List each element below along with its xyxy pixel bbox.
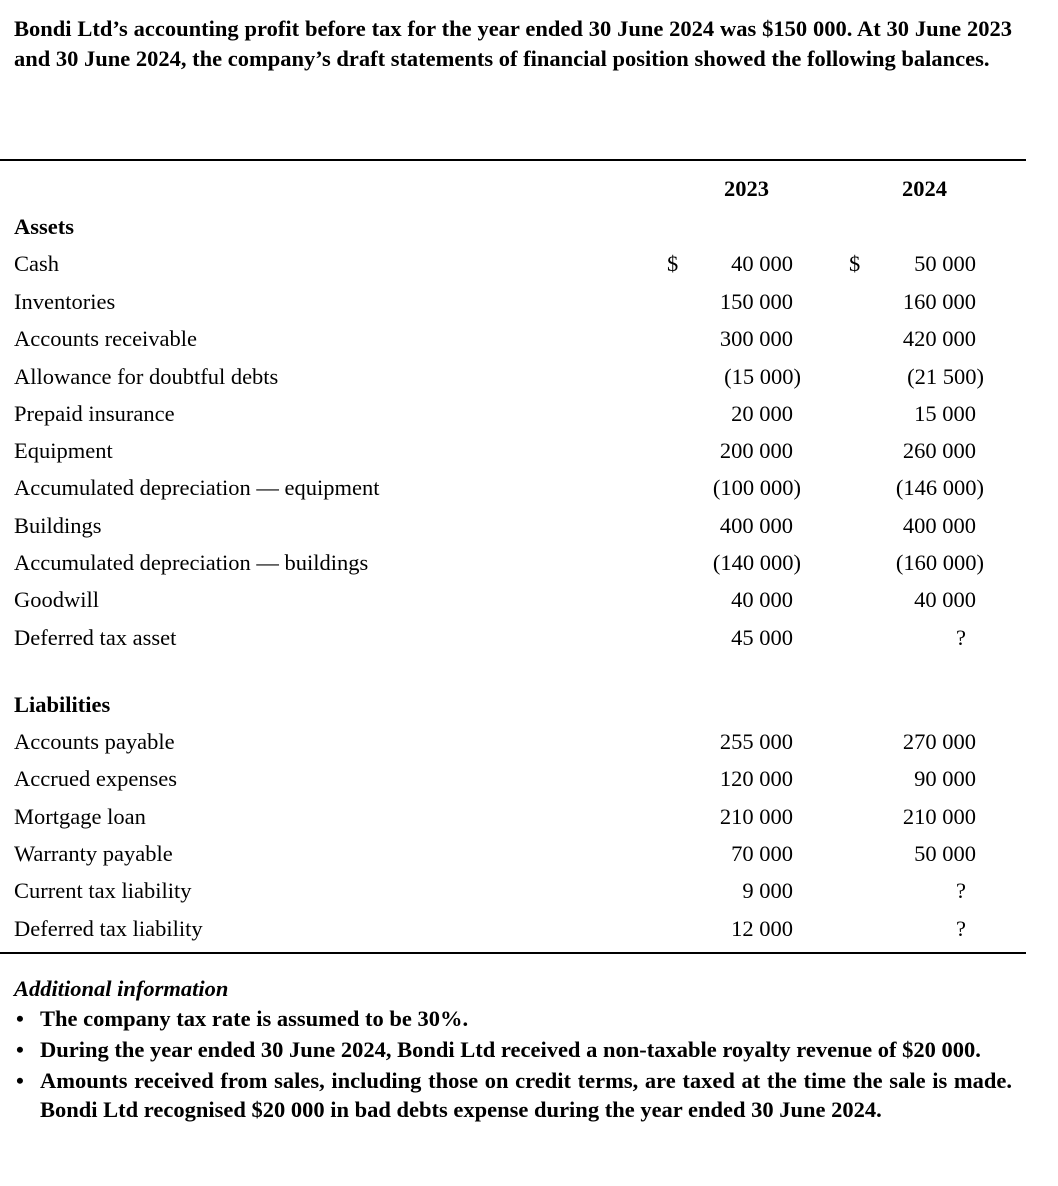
list-item-text: The company tax rate is assumed to be 30%. [40,1006,469,1031]
assets-heading: Assets [14,214,74,239]
value-2023: (100 000) [712,475,801,500]
row-label: Goodwill [14,587,100,612]
list-item-text: During the year ended 30 June 2024, Bondi Ltd received a non-taxable royalty revenue of $20 000. [40,1037,981,1062]
value-2023: 9 000 [742,878,793,903]
table-row [0,249,1058,279]
list-item-text: Amounts received from sales, including those on credit terms, are taxed at the time the sale is made. Bondi Ltd recognised $20 000 in bad debts expense during the year ended 30 June 2024. [40,1068,1012,1122]
row-label: Accrued expenses [14,766,178,791]
value-2023: 400 000 [719,513,793,538]
value-2023: 20 000 [731,401,793,426]
value-2024: (160 000) [895,550,984,575]
value-2024: 270 000 [902,729,976,754]
row-label: Mortgage loan [14,804,146,829]
intro-paragraph: Bondi Ltd’s accounting profit before tax for the year ended 30 June 2024 was $150 000. At 30 June 2023 and 30 June 2024, the company’s draft statements of financial position showed the following balances. [14,16,1012,71]
bullet-icon: • [16,1068,24,1093]
assets-heading-row [0,212,1058,242]
value-2023: 255 000 [719,729,793,754]
value-2023: 40 000 [731,587,793,612]
table-row [0,511,1058,541]
value-2024: 50 000 [914,841,976,866]
value-2023: 200 000 [719,438,793,463]
value-2023: (140 000) [712,550,801,575]
value-2023: 12 000 [731,916,793,941]
row-label: Allowance for doubtful debts [14,364,279,389]
row-label: Deferred tax asset [14,625,177,650]
liabilities-heading-row [0,690,1058,720]
table-row [0,623,1058,653]
table-row [0,839,1058,869]
table-bottom-rule [0,952,1026,954]
value-2023: 300 000 [719,326,793,351]
row-label: Warranty payable [14,841,173,866]
value-2023: 45 000 [731,625,793,650]
table-row [0,399,1058,429]
table-row [0,473,1058,503]
table-row [0,914,1058,944]
value-2023: 120 000 [719,766,793,791]
table-top-rule [0,159,1026,161]
table-row [0,585,1058,615]
row-label: Current tax liability [14,878,192,903]
value-2024: 400 000 [902,513,976,538]
table-row [0,764,1058,794]
value-2023: 70 000 [731,841,793,866]
table-row [0,324,1058,354]
row-label: Buildings [14,513,102,538]
additional-info-list [14,1004,1012,1126]
table-row [0,436,1058,466]
row-label: Cash [14,251,59,276]
value-2024: 15 000 [914,401,976,426]
table-row [0,287,1058,317]
value-2024: 160 000 [902,289,976,314]
table-row [0,727,1058,757]
table-row [0,876,1058,906]
value-2024: 50 000 [914,251,976,276]
list-item [14,1035,1012,1064]
value-2024: ? [956,916,966,941]
column-header-2023: 2023 [724,176,769,201]
list-item [14,1004,1012,1033]
currency-symbol-2024: $ [849,251,861,276]
value-2024: 40 000 [914,587,976,612]
value-2024: 420 000 [902,326,976,351]
currency-symbol-2023: $ [667,251,679,276]
row-label: Accounts payable [14,729,175,754]
value-2024: (146 000) [895,475,984,500]
column-header-2024: 2024 [902,176,947,201]
row-label: Inventories [14,289,116,314]
value-2024: ? [956,625,966,650]
value-2023: 40 000 [731,251,793,276]
value-2024: ? [956,878,966,903]
row-label: Prepaid insurance [14,401,175,426]
table-row [0,548,1058,578]
bullet-icon: • [16,1037,24,1062]
liabilities-heading: Liabilities [14,692,111,717]
row-label: Deferred tax liability [14,916,203,941]
value-2023: (15 000) [724,364,801,389]
additional-info-heading: Additional information [14,976,229,1001]
row-label: Accumulated depreciation — buildings [14,550,369,575]
value-2024: 90 000 [914,766,976,791]
value-2024: 260 000 [902,438,976,463]
row-label: Equipment [14,438,113,463]
row-label: Accounts receivable [14,326,198,351]
value-2024: 210 000 [902,804,976,829]
value-2023: 210 000 [719,804,793,829]
list-item [14,1066,1012,1124]
bullet-icon: • [16,1006,24,1031]
table-row [0,362,1058,392]
table-row [0,802,1058,832]
row-label: Accumulated depreciation — equipment [14,475,380,500]
value-2024: (21 500) [907,364,984,389]
value-2023: 150 000 [719,289,793,314]
